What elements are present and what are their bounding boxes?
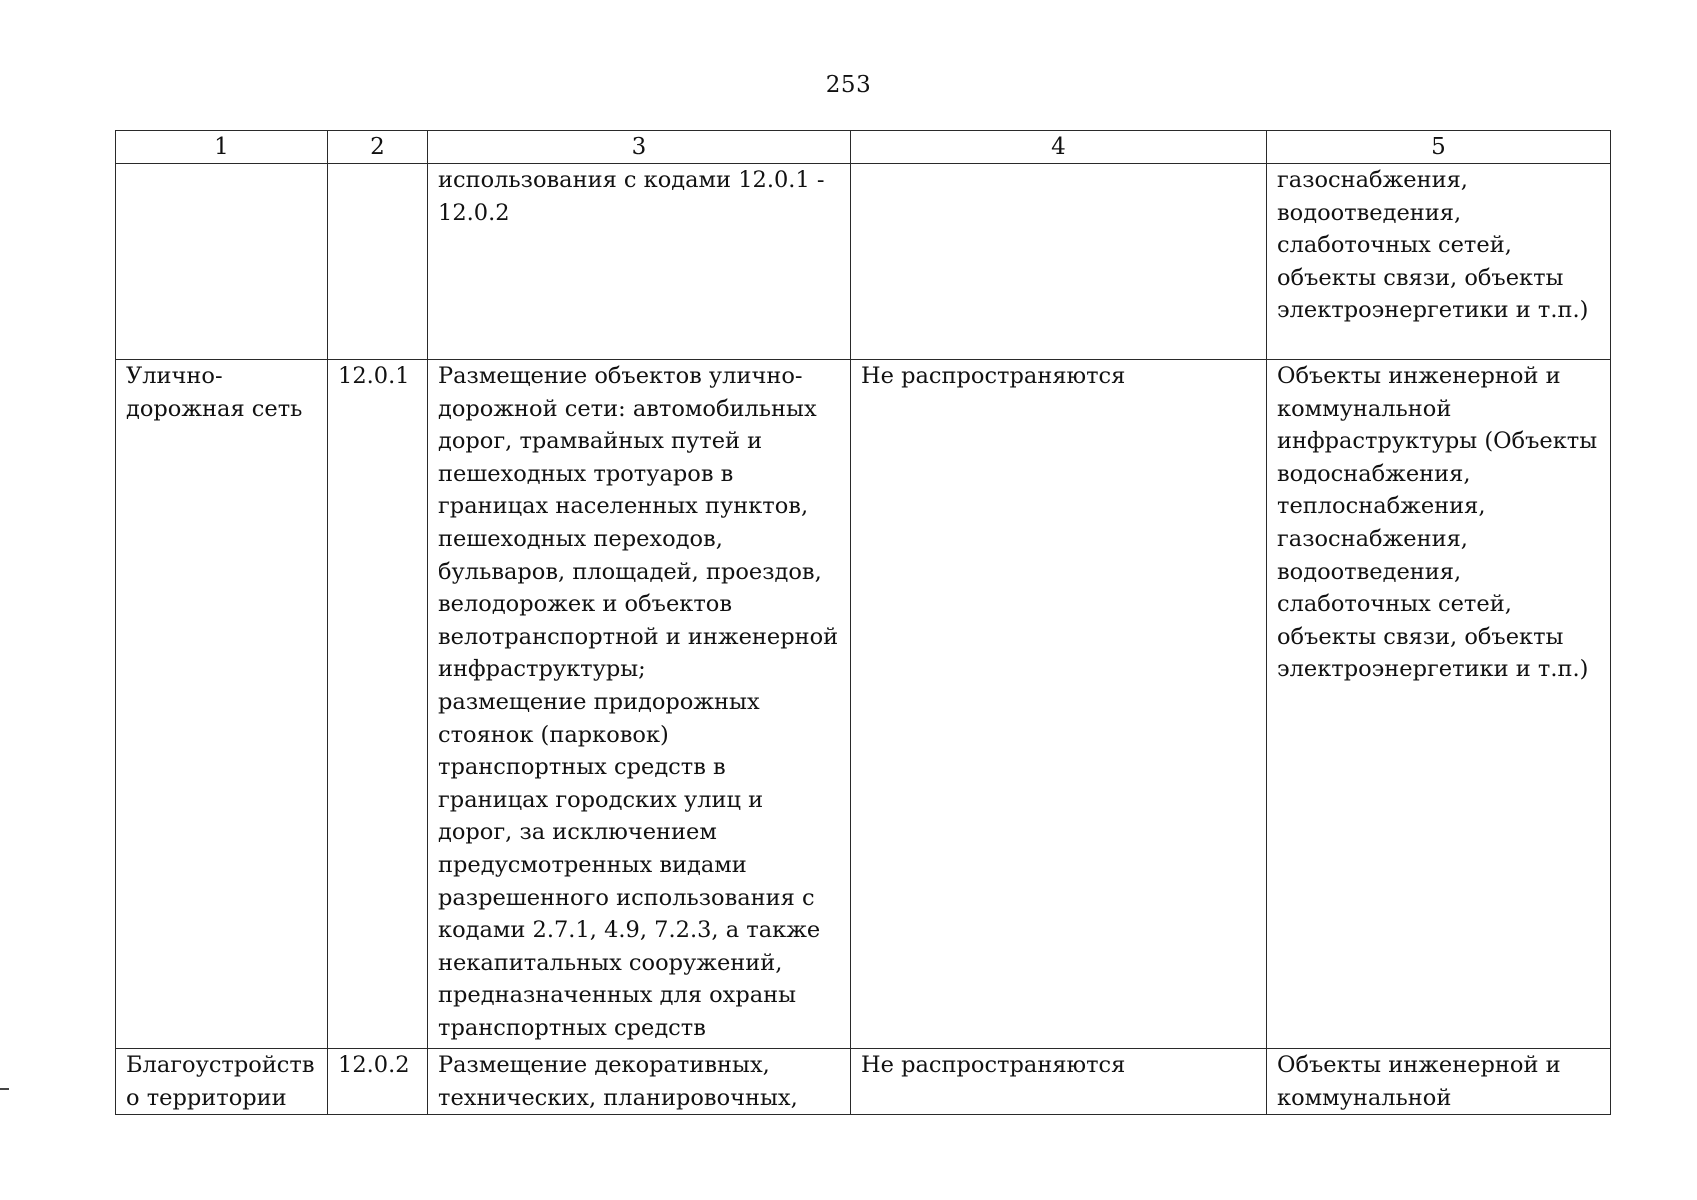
scan-margin-mark (0, 1088, 9, 1090)
cell-name: Благоустройств о территории (116, 1049, 328, 1115)
cell-code: 12.0.2 (328, 1049, 428, 1115)
cell-code: 12.0.1 (328, 360, 428, 1049)
cell-description: Размещение декоративных, технических, планировочных, (428, 1049, 851, 1115)
table-header-row (116, 131, 1611, 164)
column-header-1: 1 (116, 131, 328, 164)
cell-code (328, 164, 428, 360)
page-number: 253 (825, 72, 872, 98)
cell-restrictions (851, 164, 1267, 360)
cell-description: Размещение объектов улично- дорожной сети: автомобильных дорог, трамвайных путей и пешеходных тротуаров в границах населенных пунктов, пешеходных переходов, бульваров, площадей, проездов, велодорожек и объектов велотранспортной и инженерной инфраструктуры; размещение придорожных стоянок (парковок) транспортных средств в границах городских улиц и дорог, за исключением предусмотренных видами разрешенного использования с кодами 2.7.1, 4.9, 7.2.3, а также некапитальных сооружений, предназначенных для охраны транспортных средств (428, 360, 851, 1049)
cell-objects: газоснабжения, водоотведения, слаботочных сетей, объекты связи, объекты электроэнергетики и т.п.) (1267, 164, 1611, 360)
cell-restrictions: Не распространяются (851, 1049, 1267, 1115)
column-header-5: 5 (1267, 131, 1611, 164)
table-row (116, 1049, 1611, 1115)
column-header-4: 4 (851, 131, 1267, 164)
cell-restrictions: Не распространяются (851, 360, 1267, 1049)
column-header-2: 2 (328, 131, 428, 164)
cell-objects: Объекты инженерной и коммунальной (1267, 1049, 1611, 1115)
table-row (116, 360, 1611, 1049)
column-header-3: 3 (428, 131, 851, 164)
cell-description: использования с кодами 12.0.1 - 12.0.2 (428, 164, 851, 360)
table-row (116, 164, 1611, 360)
cell-name: Улично- дорожная сеть (116, 360, 328, 1049)
cell-name (116, 164, 328, 360)
cell-objects: Объекты инженерной и коммунальной инфраструктуры (Объекты водоснабжения, теплоснабжения, газоснабжения, водоотведения, слаботочных сетей, объекты связи, объекты электроэнергетики и т.п.) (1267, 360, 1611, 1049)
land-use-table (115, 130, 1611, 1115)
